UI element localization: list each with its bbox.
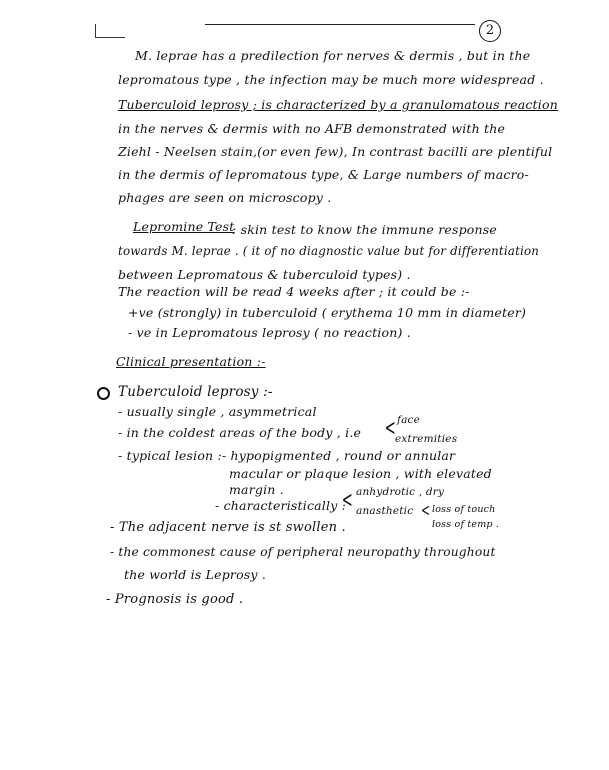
branch-bracket-icon: <: [341, 488, 353, 513]
branch-item: loss of touch: [432, 504, 496, 515]
branch-item: face: [397, 414, 421, 426]
clinical-item: - usually single , asymmetrical: [118, 404, 317, 419]
lepromine-line: +ve (strongly) in tuberculoid ( erythema 10 mm in diameter): [128, 305, 527, 320]
corner-mark: [95, 24, 96, 38]
lepromine-line: - ve in Lepromatous leprosy ( no reaction) .: [128, 325, 411, 340]
branch-bracket-icon: <: [384, 416, 396, 441]
paragraph-line: lepromatous type , the infection may be much more widespread .: [118, 72, 544, 87]
clinical-item: - in the coldest areas of the body , i.e: [118, 425, 362, 440]
branch-item: anasthetic: [356, 505, 414, 517]
clinical-item: - The adjacent nerve is st swollen .: [110, 520, 346, 535]
clinical-item: - the commonest cause of peripheral neuropathy throughout: [110, 545, 496, 559]
corner-mark: [95, 37, 125, 38]
branch-item: anhydrotic , dry: [356, 486, 445, 498]
paragraph-line: Tuberculoid leprosy ; is characterized by a granulomatous reaction: [118, 97, 558, 112]
clinical-item-cont: the world is Leprosy .: [124, 567, 267, 582]
clinical-item-cont: macular or plaque lesion , with elevated: [229, 466, 492, 481]
lepromine-line: between Lepromatous & tuberculoid types) .: [118, 267, 411, 282]
paragraph-line: phages are seen on microscopy .: [118, 190, 332, 205]
branch-bracket-icon: <: [421, 500, 431, 521]
paragraph-line: M. leprae has a predilection for nerves & dermis , but in the: [135, 48, 531, 63]
clinical-heading: Clinical presentation :-: [116, 354, 266, 369]
paragraph-line: Ziehl - Neelsen stain,(or even few), In contrast bacilli are plentiful: [118, 144, 553, 159]
tuberculoid-heading: Tuberculoid leprosy :-: [118, 384, 273, 400]
paragraph-line: in the nerves & dermis with no AFB demonstrated with the: [118, 121, 506, 136]
lepromine-heading: Lepromine Test: [133, 219, 235, 234]
clinical-item: - Prognosis is good .: [106, 592, 244, 607]
lepromine-line: The reaction will be read 4 weeks after ; it could be :-: [118, 284, 470, 299]
clinical-item: - characteristically :: [215, 498, 347, 513]
lepromine-line: : skin test to know the immune response: [232, 222, 497, 237]
page-number: 2: [479, 20, 501, 42]
clinical-item-cont: margin .: [229, 482, 284, 497]
clinical-item: - typical lesion :- hypopigmented , round or annular: [118, 448, 456, 463]
top-rule: [205, 24, 475, 25]
lepromine-line: towards M. leprae . ( it of no diagnostic value but for differentiation: [118, 244, 540, 258]
branch-item: extremities: [395, 433, 458, 445]
bullet-icon: [97, 387, 110, 400]
paragraph-line: in the dermis of lepromatous type, & Large numbers of macro-: [118, 167, 529, 182]
branch-item: loss of temp .: [432, 519, 500, 530]
